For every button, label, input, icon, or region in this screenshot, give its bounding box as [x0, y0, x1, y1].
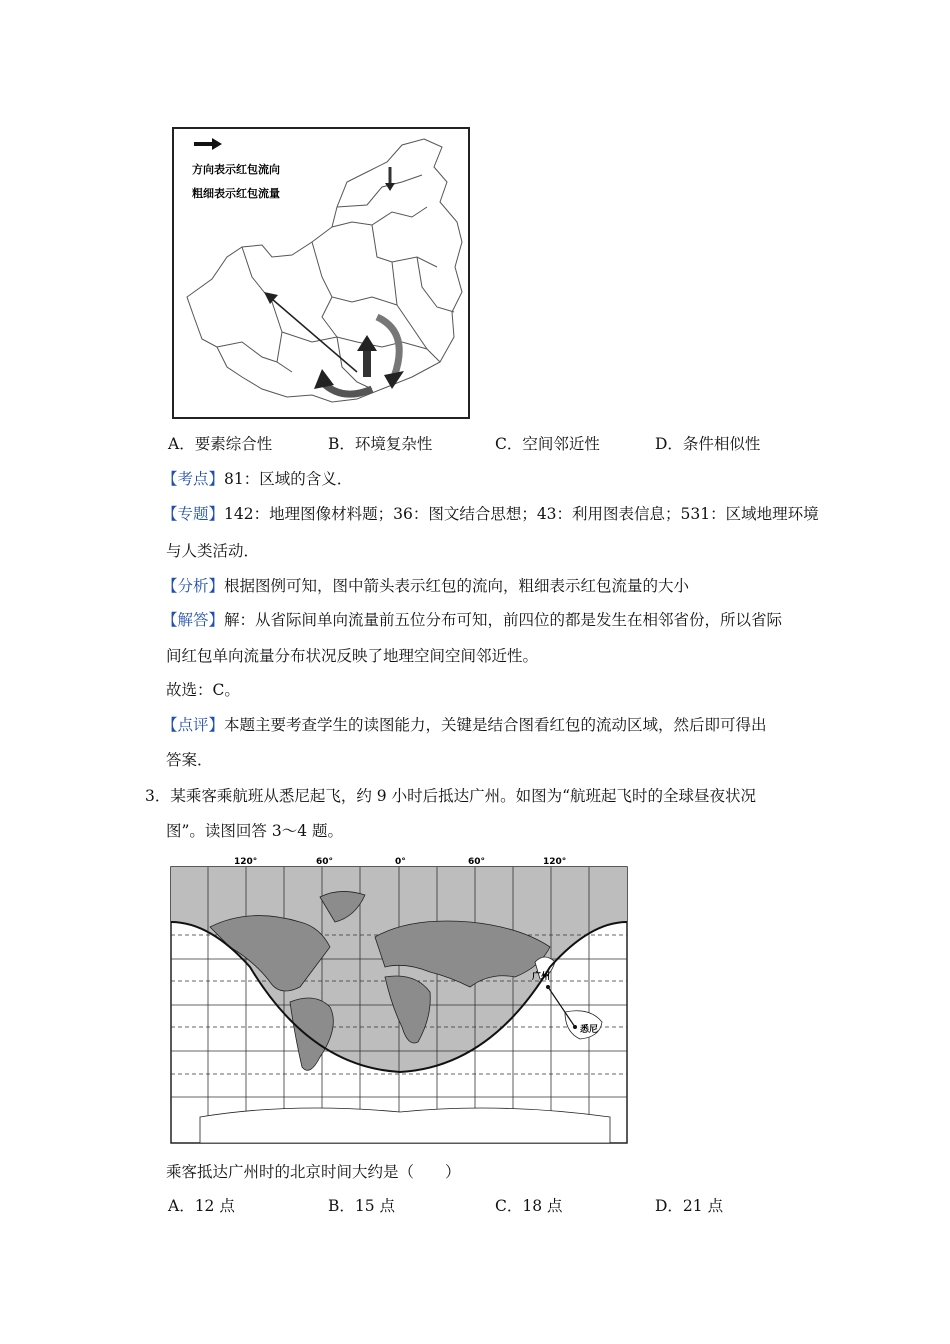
jieda-line-1 — [162, 609, 782, 631]
red-envelope-flow-map — [172, 127, 470, 419]
dianping-line-2: 答案． — [166, 751, 213, 769]
zhuanti-line-2: 与人类活动． — [166, 542, 260, 560]
kaodian-tag: 【考点】 — [162, 470, 225, 488]
kaodian-line — [162, 468, 352, 490]
legend-width-text: 粗细表示红包流量 — [192, 187, 280, 200]
guxuan-line: 故选：C。 — [166, 681, 240, 699]
q2-option-a[interactable]: A．要素综合性 — [168, 435, 273, 453]
dianping-line-1 — [162, 714, 767, 736]
fenxi-text: 根据图例可知，图中箭头表示红包的流向，粗细表示红包流量的大小 — [224, 577, 690, 595]
lon-label-60e: 60° — [468, 857, 486, 867]
sydney-point — [573, 1025, 577, 1029]
jieda-tag: 【解答】 — [162, 611, 225, 629]
lon-label-60w: 60° — [316, 857, 334, 867]
dianping-tag: 【点评】 — [162, 716, 225, 734]
zhuanti-text-1: 142：地理图像材料题；36：图文结合思想；43：利用图表信息；531：区域地理环境 — [224, 505, 819, 523]
lon-label-120w: 120° — [234, 857, 258, 867]
global-day-night-map — [170, 855, 632, 1145]
lon-label-0: 0° — [395, 857, 406, 867]
legend-direction-text: 方向表示红包流向 — [192, 163, 280, 176]
q3-option-d[interactable]: D．21 点 — [655, 1197, 724, 1215]
guangzhou-label: 广州 — [532, 972, 551, 982]
q3-option-b[interactable]: B．15 点 — [328, 1197, 396, 1215]
q3-stem-line-1: 3．某乘客乘航班从悉尼起飞，约 9 小时后抵达广州。如图为“航班起飞时的全球昼夜状况 — [145, 787, 757, 805]
zhuanti-line-1 — [162, 503, 819, 525]
guangzhou-point — [546, 985, 550, 989]
q3-option-c[interactable]: C．18 点 — [495, 1197, 563, 1215]
zhuanti-tag: 【专题】 — [162, 505, 225, 523]
q2-option-c[interactable]: C．空间邻近性 — [495, 435, 600, 453]
fenxi-line — [162, 575, 689, 597]
lon-label-120e: 120° — [543, 857, 567, 867]
q3-option-a[interactable]: A．12 点 — [168, 1197, 235, 1215]
dianping-text-1: 本题主要考查学生的读图能力，关键是结合图看红包的流动区域，然后即可得出 — [224, 716, 767, 734]
jieda-line-2: 间红包单向流量分布状况反映了地理空间空间邻近性。 — [166, 647, 539, 665]
q3-question: 乘客抵达广州时的北京时间大约是（ ） — [166, 1163, 461, 1181]
kaodian-text: 81：区域的含义． — [224, 470, 353, 488]
sydney-label: 悉尼 — [580, 1025, 599, 1035]
q3-stem-line-2: 图”。读图回答 3～4 题。 — [166, 822, 344, 840]
q2-option-d[interactable]: D．条件相似性 — [655, 435, 761, 453]
jieda-text-1: 解：从省际间单向流量前五位分布可知，前四位的都是发生在相邻省份，所以省际 — [224, 611, 783, 629]
fenxi-tag: 【分析】 — [162, 577, 225, 595]
q2-option-b[interactable]: B．环境复杂性 — [328, 435, 433, 453]
